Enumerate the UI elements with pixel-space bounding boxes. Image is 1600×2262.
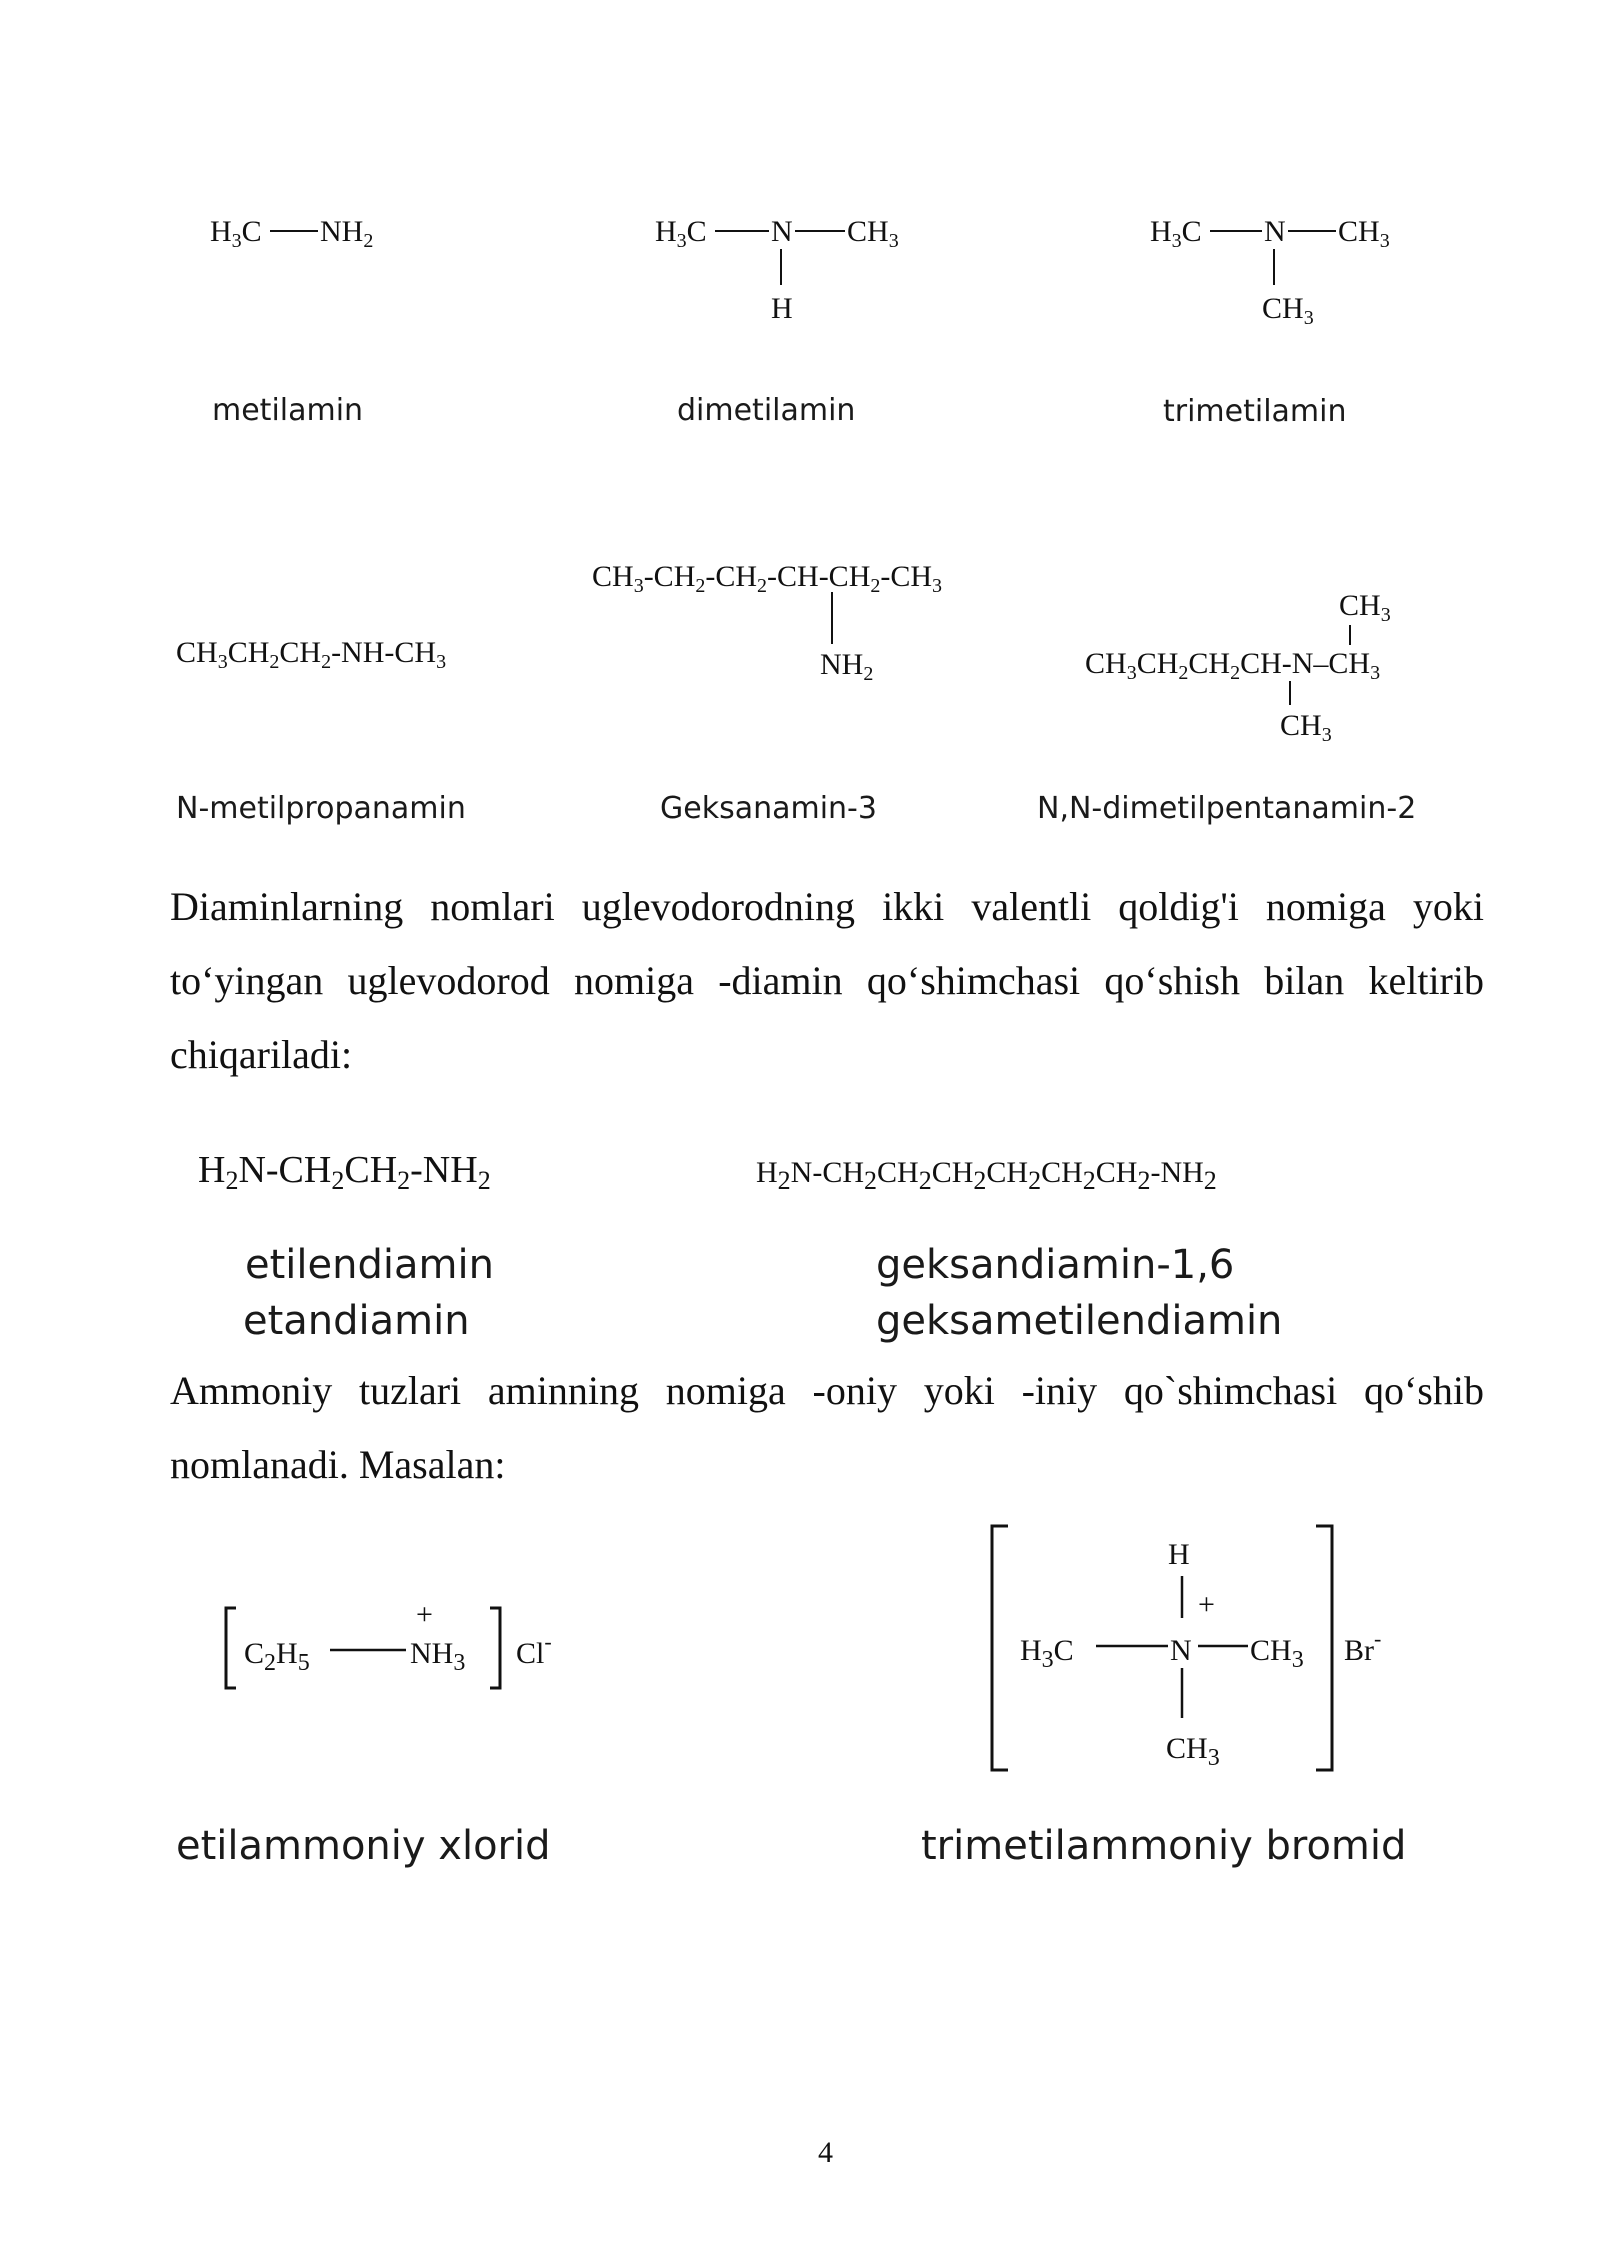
svg-text:CH3: $CH_3$ bbox=[1338, 215, 1390, 252]
svg-text:H3C: $H_3C$ bbox=[210, 215, 262, 252]
etilammoniy-xlorid-name: etilammoniy xlorid bbox=[176, 1823, 551, 1869]
geksanamin-structure bbox=[592, 552, 1052, 697]
etandiamin-name: etandiamin bbox=[243, 1298, 470, 1344]
trimetilamin-structure bbox=[1150, 205, 1410, 340]
svg-text:H3C: $H_3C$ bbox=[1020, 1634, 1074, 1673]
etilendiamin-structure bbox=[198, 1140, 618, 1205]
geksametilendiamin-name: geksametilendiamin bbox=[876, 1298, 1283, 1344]
geksandiamin-name: geksandiamin-1,6 bbox=[876, 1242, 1235, 1288]
page-number: 4 bbox=[818, 2136, 833, 2169]
svg-text:CH3: $CH_3$ bbox=[1280, 709, 1332, 746]
svg-text:Cl-: Cl- bbox=[516, 1629, 552, 1670]
svg-text:NH3: $NH_3$ bbox=[410, 1637, 466, 1676]
svg-text:NH2: $NH_2$ bbox=[820, 648, 874, 685]
svg-text:C2H5: $C_2H_5$ bbox=[244, 1637, 310, 1676]
trimetilammoniy-structure bbox=[980, 1518, 1460, 1793]
svg-text:H2N-CH2CH2CH2CH2CH2CH2-NH2: H2N-CH2CH2CH2CH2CH2CH2-NH2 bbox=[756, 1156, 1217, 1195]
svg-text:+: + bbox=[1198, 1588, 1215, 1621]
geksandiamin-structure bbox=[756, 1140, 1476, 1205]
diamine-paragraph: Diaminlarning nomlari uglevodorodning ikki valentli qoldig'i nomiga yoki to‘yingan uglevodorod nomiga -diamin qo‘shimchasi qo‘shish bilan keltirib chiqariladi: bbox=[170, 884, 1484, 1077]
etilendiamin-name: etilendiamin bbox=[245, 1242, 494, 1288]
svg-text:H3C: $H_3C$ bbox=[655, 215, 707, 252]
svg-text:H: H bbox=[771, 292, 793, 325]
svg-text:+: + bbox=[416, 1598, 433, 1631]
trimetilammoniy-bromid-name: trimetilammoniy bromid bbox=[921, 1823, 1407, 1869]
svg-text:CH3: $CH_3$ bbox=[1339, 589, 1391, 626]
svg-text:CH3CH2CH2-NH-CH3: $CH_3CH_2CH_2-NH-CH_3$ bbox=[176, 636, 447, 673]
metilamin-name: metilamin bbox=[212, 393, 364, 428]
dimetilamin-name: dimetilamin bbox=[677, 393, 856, 428]
metilamin-structure bbox=[210, 205, 410, 270]
svg-text:CH3CH2CH2CH-N–CH3: $CH_3CH_2CH_2CH-N-CH_3$ bbox=[1085, 647, 1381, 684]
svg-text:N: N bbox=[1264, 215, 1286, 248]
svg-text:H2N-CH2CH2-NH2: H2N-CH2CH2-NH2 bbox=[198, 1149, 491, 1195]
svg-text:H3C: $H_3C$ bbox=[1150, 215, 1202, 252]
svg-text:CH3: $CH_3$ bbox=[1166, 1732, 1220, 1771]
geksanamin-name: Geksanamin-3 bbox=[660, 791, 877, 826]
svg-text:NH2: $NH_2$ bbox=[320, 215, 374, 252]
ammonium-paragraph: Ammoniy tuzlari aminning nomiga -oniy yoki -iniy qo`shimchasi qo‘shib nomlanadi. Masalan: bbox=[170, 1368, 1484, 1487]
svg-text:CH3-CH2-CH2-CH-CH2-CH3: $CH_3-CH_2-CH_2-CH-CH_2-CH_3$ bbox=[592, 560, 943, 597]
svg-text:CH3: $CH_3$ bbox=[847, 215, 899, 252]
dimetilamin-structure bbox=[655, 205, 915, 340]
svg-text:N: N bbox=[771, 215, 793, 248]
etilammoniy-structure bbox=[220, 1580, 620, 1715]
dimetilpentanamin-structure bbox=[1085, 585, 1465, 770]
n-metilpropanamin-structure bbox=[176, 628, 536, 683]
svg-text:N: N bbox=[1170, 1634, 1192, 1667]
trimetilamin-name: trimetilamin bbox=[1163, 394, 1347, 429]
svg-text:CH3: $CH_3$ bbox=[1250, 1634, 1304, 1673]
svg-text:Br-: Br- bbox=[1344, 1626, 1382, 1667]
svg-text:H: H bbox=[1168, 1538, 1190, 1571]
svg-text:CH3: $CH_3$ bbox=[1262, 292, 1314, 329]
dimetilpentanamin-name: N,N-dimetilpentanamin-2 bbox=[1037, 791, 1417, 826]
n-metilpropanamin-name: N-metilpropanamin bbox=[176, 791, 466, 826]
